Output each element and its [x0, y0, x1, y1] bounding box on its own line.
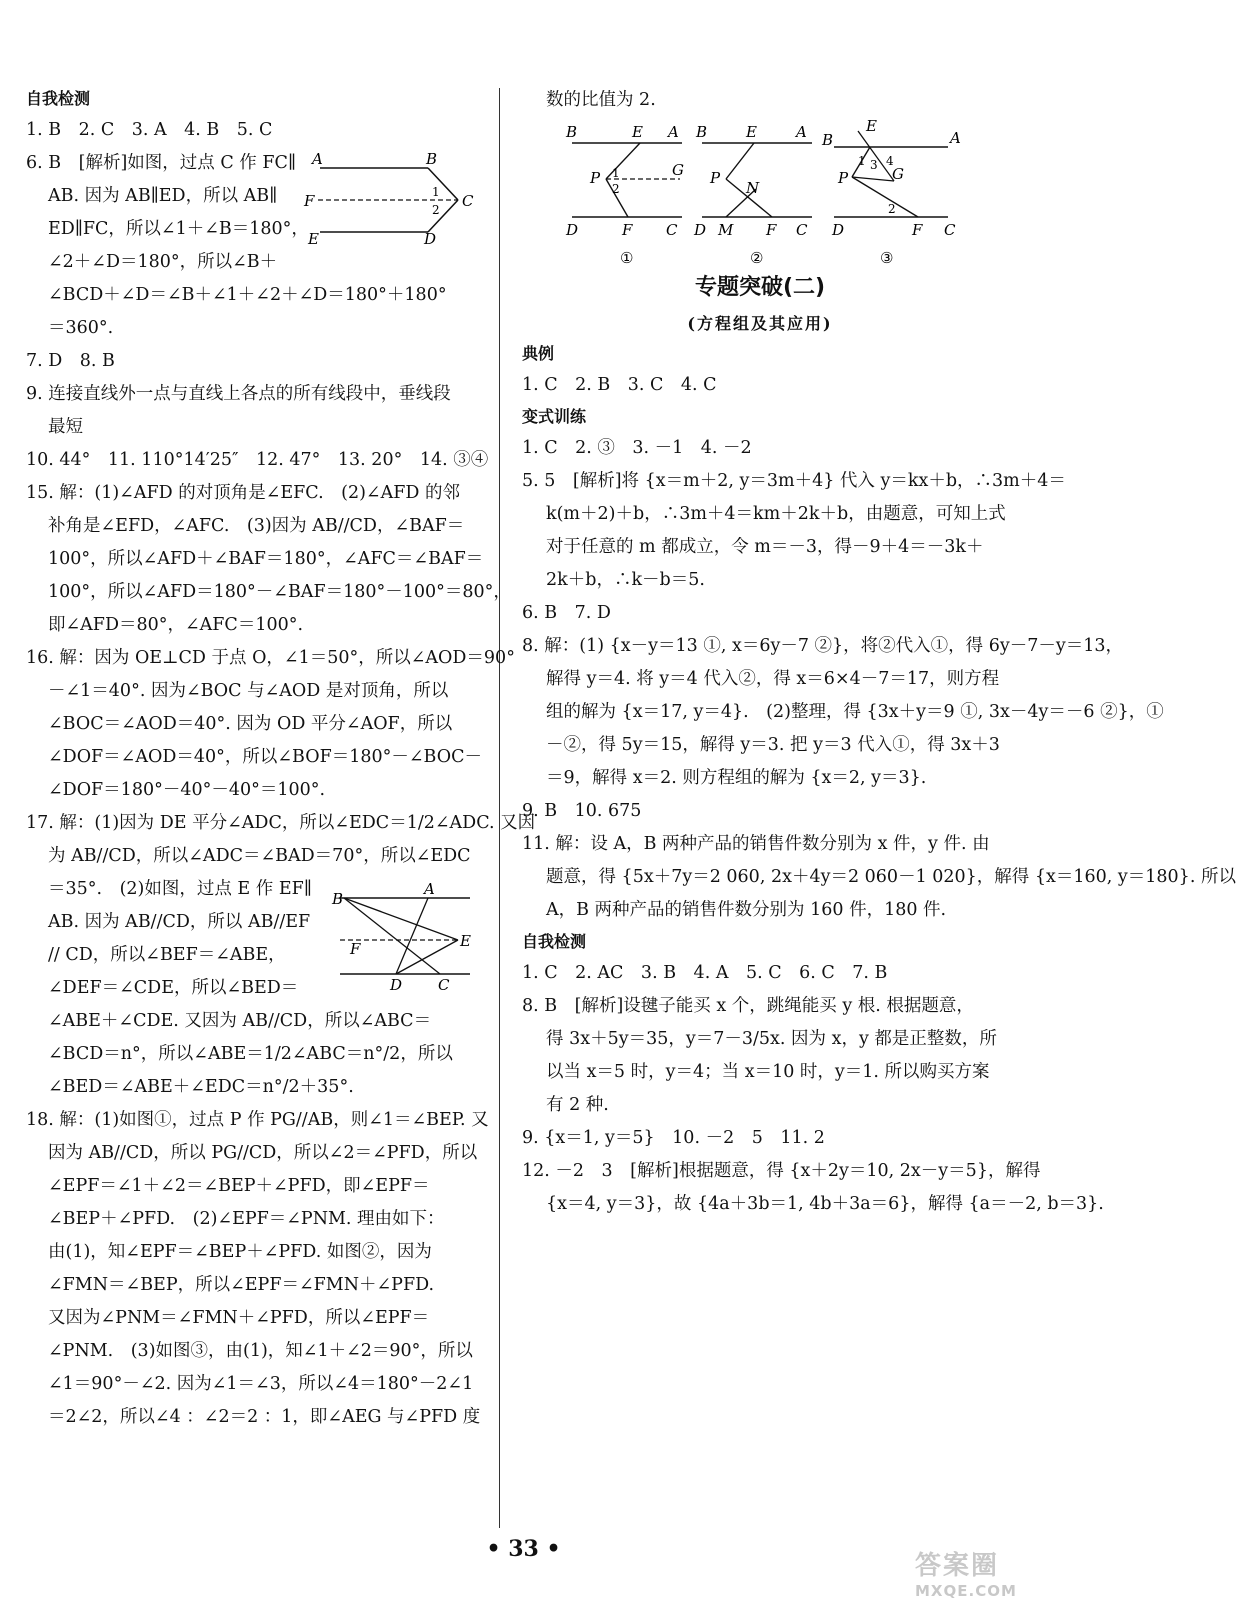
svg-text:D: D	[832, 221, 845, 239]
column-divider	[499, 88, 500, 1528]
section-heading: 变式训练	[522, 407, 587, 426]
answer-line: 1. C 2. ③ 3. －1 4. －2	[522, 438, 752, 458]
svg-text:F: F	[912, 221, 923, 239]
svg-text:C: C	[438, 976, 450, 994]
answer-line: 18. 解：(1)如图①，过点 P 作 PG//AB，则∠1＝∠BEP. 又	[26, 1110, 489, 1130]
svg-text:M: M	[718, 221, 734, 239]
section-title: 专题突破(二)	[694, 275, 826, 300]
section-subtitle: (方程组及其应用)	[687, 314, 833, 333]
section-heading: 自我检测	[26, 89, 91, 108]
answer-line: ＝35°. (2)如图，过点 E 作 EF∥	[48, 879, 312, 899]
svg-text:A: A	[312, 150, 323, 168]
answer-line: 6. B 7. D	[522, 603, 611, 623]
answer-line: 解得 y＝4. 将 y＝4 代入②，得 x＝6×4－7＝17，则方程	[546, 669, 1000, 689]
answer-line: 2k＋b，∴k－b＝5.	[546, 570, 705, 590]
answer-line: 100°，所以∠AFD＋∠BAF＝180°，∠AFC＝∠BAF＝	[48, 549, 484, 569]
answer-line: 以当 x＝5 时，y＝4；当 x＝10 时，y＝1. 所以购买方案	[546, 1062, 990, 1082]
svg-text:P: P	[590, 169, 601, 187]
answer-line: 10. 44° 11. 110°14′25″ 12. 47° 13. 20° 14. ③④	[26, 450, 489, 470]
answer-line: ∠DOF＝∠AOD＝40°，所以∠BOF＝180°－∠BOC－	[48, 747, 482, 767]
answer-line: 对于任意的 m 都成立，令 m＝－3，得－9＋4＝－3k＋	[546, 537, 984, 557]
svg-text:E: E	[460, 932, 471, 950]
answer-line: －∠1＝40°. 因为∠BOC 与∠AOD 是对顶角，所以	[48, 681, 449, 701]
left-column	[26, 84, 536, 1434]
svg-text:B: B	[426, 150, 438, 168]
answer-line: 17. 解：(1)因为 DE 平分∠ADC，所以∠EDC＝1/2∠ADC. 又因	[26, 813, 536, 833]
svg-text:P: P	[710, 169, 721, 187]
svg-text:1: 1	[432, 185, 440, 199]
svg-text:A: A	[668, 123, 679, 141]
svg-text:N: N	[746, 179, 760, 197]
answer-line: 1. C 2. AC 3. B 4. A 5. C 6. C 7. B	[522, 963, 888, 983]
right-column	[522, 84, 1236, 1221]
svg-text:A: A	[424, 880, 435, 898]
svg-text:F: F	[350, 940, 361, 958]
answer-line: ∠BEP＋∠PFD. (2)∠EPF＝∠PNM. 理由如下：	[48, 1209, 445, 1229]
answer-line: ED∥FC，所以∠1＋∠B＝180°，	[48, 219, 309, 239]
figure-q18-3	[818, 117, 968, 267]
answer-line: 5. 5 [解析]将 {x＝m＋2, y＝3m＋4} 代入 y＝kx＋b，∴3m＋4＝	[522, 471, 1066, 491]
answer-line: 数的比值为 2.	[546, 90, 656, 110]
svg-text:F: F	[766, 221, 777, 239]
answer-line: 又因为∠PNM＝∠FMN＋∠PFD，所以∠EPF＝	[48, 1308, 430, 1328]
svg-text:C: C	[462, 192, 474, 210]
figure-q18-1	[562, 117, 692, 267]
svg-text:D: D	[424, 230, 437, 248]
svg-text:E: E	[308, 230, 319, 248]
svg-text:1: 1	[612, 166, 620, 180]
answer-line: ∠BOC＝∠AOD＝40°. 因为 OD 平分∠AOF，所以	[48, 714, 453, 734]
answer-line: 7. D 8. B	[26, 351, 115, 371]
figure-q18-2	[692, 117, 822, 267]
svg-text:F: F	[622, 221, 633, 239]
page-number: • 33 •	[486, 1536, 561, 1562]
answer-line: 有 2 种.	[546, 1095, 609, 1115]
answer-line: 12. －2 3 [解析]根据题意，得 {x＋2y＝10, 2x－y＝5}，解得	[522, 1161, 1041, 1181]
svg-text:E: E	[746, 123, 757, 141]
svg-text:C: C	[796, 221, 808, 239]
answer-line: 8. B [解析]设毽子能买 x 个，跳绳能买 y 根. 根据题意，	[522, 996, 974, 1016]
answer-line: ＝360°.	[48, 318, 114, 338]
svg-text:B: B	[566, 123, 578, 141]
answer-line: 15. 解：(1)∠AFD 的对顶角是∠EFC. (2)∠AFD 的邻	[26, 483, 460, 503]
svg-text:4: 4	[886, 154, 894, 168]
answer-line: AB. 因为 AB//CD，所以 AB//EF	[48, 912, 311, 932]
svg-text:1: 1	[858, 154, 866, 168]
watermark	[915, 1545, 1035, 1600]
answer-line: ∠BCD＝n°，所以∠ABE＝1/2∠ABC＝n°/2，所以	[48, 1044, 453, 1064]
svg-text:B: B	[696, 123, 708, 141]
answer-line: ＝9，解得 x＝2. 则方程组的解为 {x＝2, y＝3}.	[546, 768, 927, 788]
svg-text:B: B	[332, 890, 344, 908]
svg-text:C: C	[944, 221, 956, 239]
svg-text:A: A	[950, 129, 961, 147]
svg-text:C: C	[666, 221, 678, 239]
answer-line: AB. 因为 AB∥ED，所以 AB∥	[48, 186, 278, 206]
answer-line: 9. 连接直线外一点与直线上各点的所有线段中，垂线段	[26, 384, 451, 404]
svg-text:D: D	[390, 976, 403, 994]
answer-line: 11. 解：设 A，B 两种产品的销售件数分别为 x 件，y 件. 由	[522, 834, 990, 854]
answer-line: 8. 解：(1) {x－y＝13 ①, x＝6y－7 ②}，将②代入①，得 6y－7－y＝13，	[522, 636, 1124, 656]
answer-line: ∠DEF＝∠CDE，所以∠BED＝	[48, 978, 299, 998]
answer-line: ∠DOF＝180°－40°－40°＝100°.	[48, 780, 326, 800]
figure-q6	[300, 152, 480, 252]
answer-line: 16. 解：因为 OE⊥CD 于点 O，∠1＝50°，所以∠AOD＝90°	[26, 648, 515, 668]
watermark-url: MXQE.COM	[915, 1582, 1017, 1600]
answer-line: 最短	[48, 417, 83, 437]
answer-line: 题意，得 {5x＋7y＝2 060, 2x＋4y＝2 060－1 020}，解得 {x＝160, y＝180}. 所以	[546, 867, 1236, 887]
section-heading: 典例	[522, 344, 555, 363]
figure-label: ②	[750, 249, 764, 267]
answer-line: 即∠AFD＝80°，∠AFC＝100°.	[48, 615, 304, 635]
answer-line: 因为 AB//CD，所以 PG//CD，所以∠2＝∠PFD，所以	[48, 1143, 478, 1163]
answer-line: ∠BCD＋∠D＝∠B＋∠1＋∠2＋∠D＝180°＋180°	[48, 285, 447, 305]
answer-line: ∠EPF＝∠1＋∠2＝∠BEP＋∠PFD，即∠EPF＝	[48, 1176, 430, 1196]
answer-line: 1. B 2. C 3. A 4. B 5. C	[26, 120, 273, 140]
answer-line: ∠FMN＝∠BEP，所以∠EPF＝∠FMN＋∠PFD.	[48, 1275, 435, 1295]
answer-line: ∠2＋∠D＝180°，所以∠B＋	[48, 252, 278, 272]
svg-text:3: 3	[870, 158, 878, 172]
svg-text:D: D	[694, 221, 707, 239]
svg-text:P: P	[838, 169, 849, 187]
svg-text:B: B	[822, 131, 834, 149]
answer-line: // CD，所以∠BEF＝∠ABE，	[48, 945, 286, 965]
answer-line: 由(1)，知∠EPF＝∠BEP＋∠PFD. 如图②，因为	[48, 1242, 432, 1262]
svg-text:2: 2	[612, 182, 620, 196]
section-heading: 自我检测	[522, 932, 587, 951]
answer-line: ∠ABE＋∠CDE. 又因为 AB//CD，所以∠ABC＝	[48, 1011, 432, 1031]
answer-line: A，B 两种产品的销售件数分别为 160 件，180 件.	[546, 900, 947, 920]
answer-line: 9. B 10. 675	[522, 801, 642, 821]
svg-text:F: F	[304, 192, 315, 210]
svg-text:2: 2	[888, 202, 896, 216]
answer-line: ∠BED＝∠ABE＋∠EDC＝n°/2＋35°.	[48, 1077, 354, 1097]
answer-line: 6. B [解析]如图，过点 C 作 FC∥	[26, 153, 296, 173]
figure-q17	[330, 880, 480, 994]
svg-text:E: E	[632, 123, 643, 141]
answer-line: 为 AB//CD，所以∠ADC＝∠BAD＝70°，所以∠EDC	[48, 846, 471, 866]
answer-line: {x＝4, y＝3}，故 {4a＋3b＝1, 4b＋3a＝6}，解得 {a＝－2, b＝3}.	[546, 1194, 1104, 1214]
svg-text:G: G	[892, 165, 904, 183]
answer-line: ∠1＝90°－∠2. 因为∠1＝∠3，所以∠4＝180°－2∠1	[48, 1374, 474, 1394]
answer-line: 1. C 2. B 3. C 4. C	[522, 375, 717, 395]
figures-q18	[522, 117, 998, 267]
watermark-text: 答案圈	[915, 1551, 1000, 1581]
svg-text:D: D	[566, 221, 579, 239]
answer-line: k(m＋2)＋b，∴3m＋4＝km＋2k＋b，由题意，可知上式	[546, 504, 1006, 524]
answer-line: 得 3x＋5y＝35，y＝7－3/5x. 因为 x，y 都是正整数，所	[546, 1029, 997, 1049]
answer-line: 9. {x＝1, y＝5} 10. －2 5 11. 2	[522, 1128, 825, 1148]
answer-line: 100°，所以∠AFD＝180°－∠BAF＝180°－100°＝80°，	[48, 582, 511, 602]
figure-label: ①	[620, 249, 634, 267]
svg-text:E: E	[866, 117, 877, 135]
svg-text:2: 2	[432, 203, 440, 217]
answer-line: 补角是∠EFD，∠AFC. (3)因为 AB//CD，∠BAF＝	[48, 516, 465, 536]
answer-line: 组的解为 {x＝17, y＝4}. (2)整理，得 {3x＋y＝9 ①, 3x－4y＝－6 ②}，①	[546, 702, 1164, 722]
svg-text:G: G	[672, 161, 684, 179]
answer-line: －②，得 5y＝15，解得 y＝3. 把 y＝3 代入①，得 3x＋3	[546, 735, 1000, 755]
answer-line: ＝2∠2，所以∠4 ：∠2＝2 ：1，即∠AEG 与∠PFD 度	[48, 1407, 481, 1427]
svg-text:A: A	[796, 123, 807, 141]
answer-line: ∠PNM. (3)如图③，由(1)，知∠1＋∠2＝90°，所以	[48, 1341, 473, 1361]
figure-label: ③	[880, 249, 894, 267]
